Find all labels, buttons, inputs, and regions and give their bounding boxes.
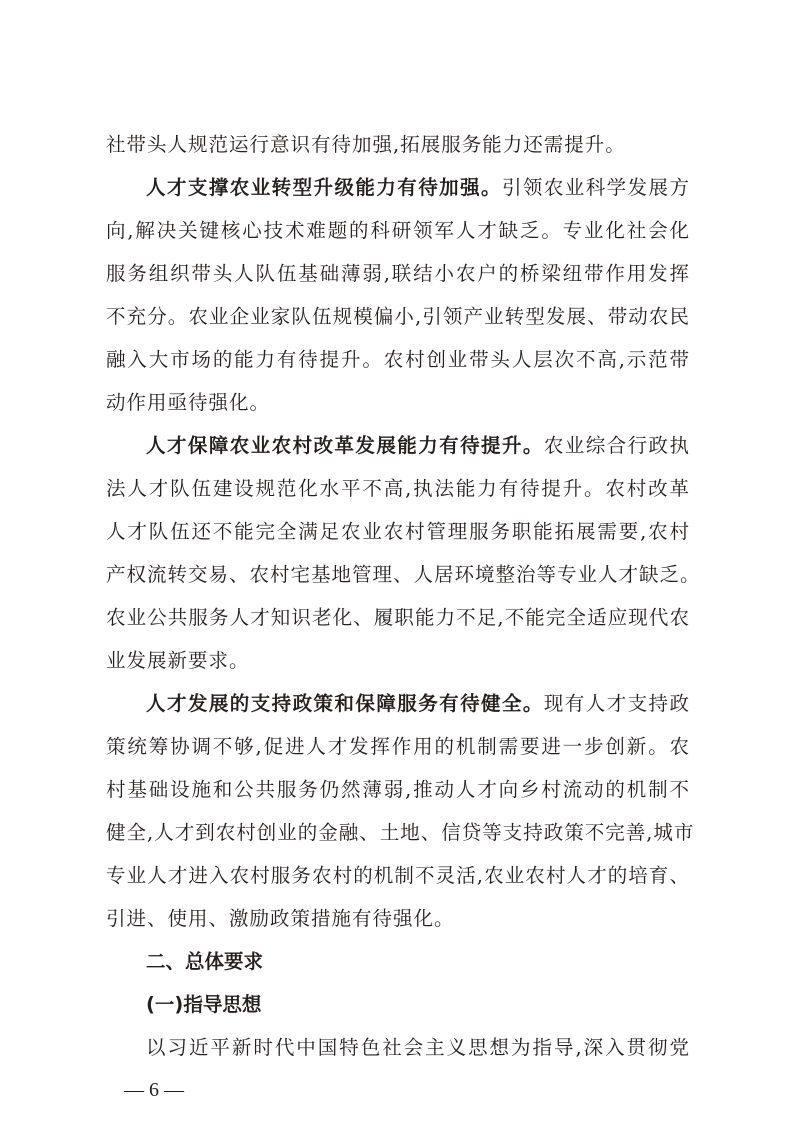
- paragraph-line: 引进、使用、激励政策措施有待强化。: [106, 907, 455, 930]
- paragraph-text: 引领农业科学发展方: [501, 176, 690, 199]
- paragraph-line: 农业公共服务人才知识老化、履职能力不足,不能完全适应现代农: [106, 606, 690, 629]
- paragraph-line: 策统筹协调不够,促进人才发挥作用的机制需要进一步创新。农: [106, 735, 690, 758]
- paragraph-line: 人才队伍还不能完全满足农业农村管理服务职能拓展需要,农村: [106, 520, 690, 543]
- paragraph-line: 专业人才进入农村服务农村的机制不灵活,农业农村人才的培育、: [106, 864, 690, 887]
- paragraph-line: 向,解决关键核心技术难题的科研领军人才缺乏。专业化社会化: [106, 219, 690, 242]
- paragraph-line: 服务组织带头人队伍基础薄弱,联结小农户的桥梁纽带作用发挥: [106, 262, 690, 285]
- paragraph-line: 法人才队伍建设规范化水平不高,执法能力有待提升。农村改革: [106, 477, 690, 500]
- paragraph-text: 现有人才支持政: [543, 692, 690, 715]
- subsection-heading: (一)指导思想: [146, 993, 262, 1016]
- paragraph-line: 融入大市场的能力有待提升。农村创业带头人层次不高,示范带: [106, 348, 690, 371]
- paragraph-line: 以习近平新时代中国特色社会主义思想为指导,深入贯彻党: [146, 1036, 690, 1059]
- paragraph-line: 不充分。农业企业家队伍规模偏小,引领产业转型发展、带动农民: [106, 305, 690, 328]
- paragraph-line: 业发展新要求。: [106, 649, 250, 672]
- paragraph-text: 农业综合行政执: [543, 434, 690, 457]
- section-heading: 二、总体要求: [146, 950, 264, 973]
- paragraph-line: [146, 689, 690, 719]
- paragraph-line: 产权流转交易、农村宅基地管理、人居环境整治等专业人才缺乏。: [106, 563, 701, 586]
- paragraph-line: 村基础设施和公共服务仍然薄弱,推动人才向乡村流动的机制不: [106, 778, 690, 801]
- paragraph-lead: 人才发展的支持政策和保障服务有待健全。: [146, 692, 544, 715]
- paragraph-line: [146, 173, 690, 203]
- paragraph-line: 动作用亟待强化。: [106, 391, 271, 414]
- paragraph-lead: 人才支撑农业转型升级能力有待加强。: [146, 176, 502, 199]
- paragraph-line: [146, 431, 690, 461]
- paragraph-line: 社带头人规范运行意识有待加强,拓展服务能力还需提升。: [106, 133, 626, 156]
- paragraph-line: 健全,人才到农村创业的金融、土地、信贷等支持政策不完善,城市: [106, 821, 695, 844]
- paragraph-lead: 人才保障农业农村改革发展能力有待提升。: [146, 434, 544, 457]
- page-number: — 6 —: [124, 1079, 184, 1101]
